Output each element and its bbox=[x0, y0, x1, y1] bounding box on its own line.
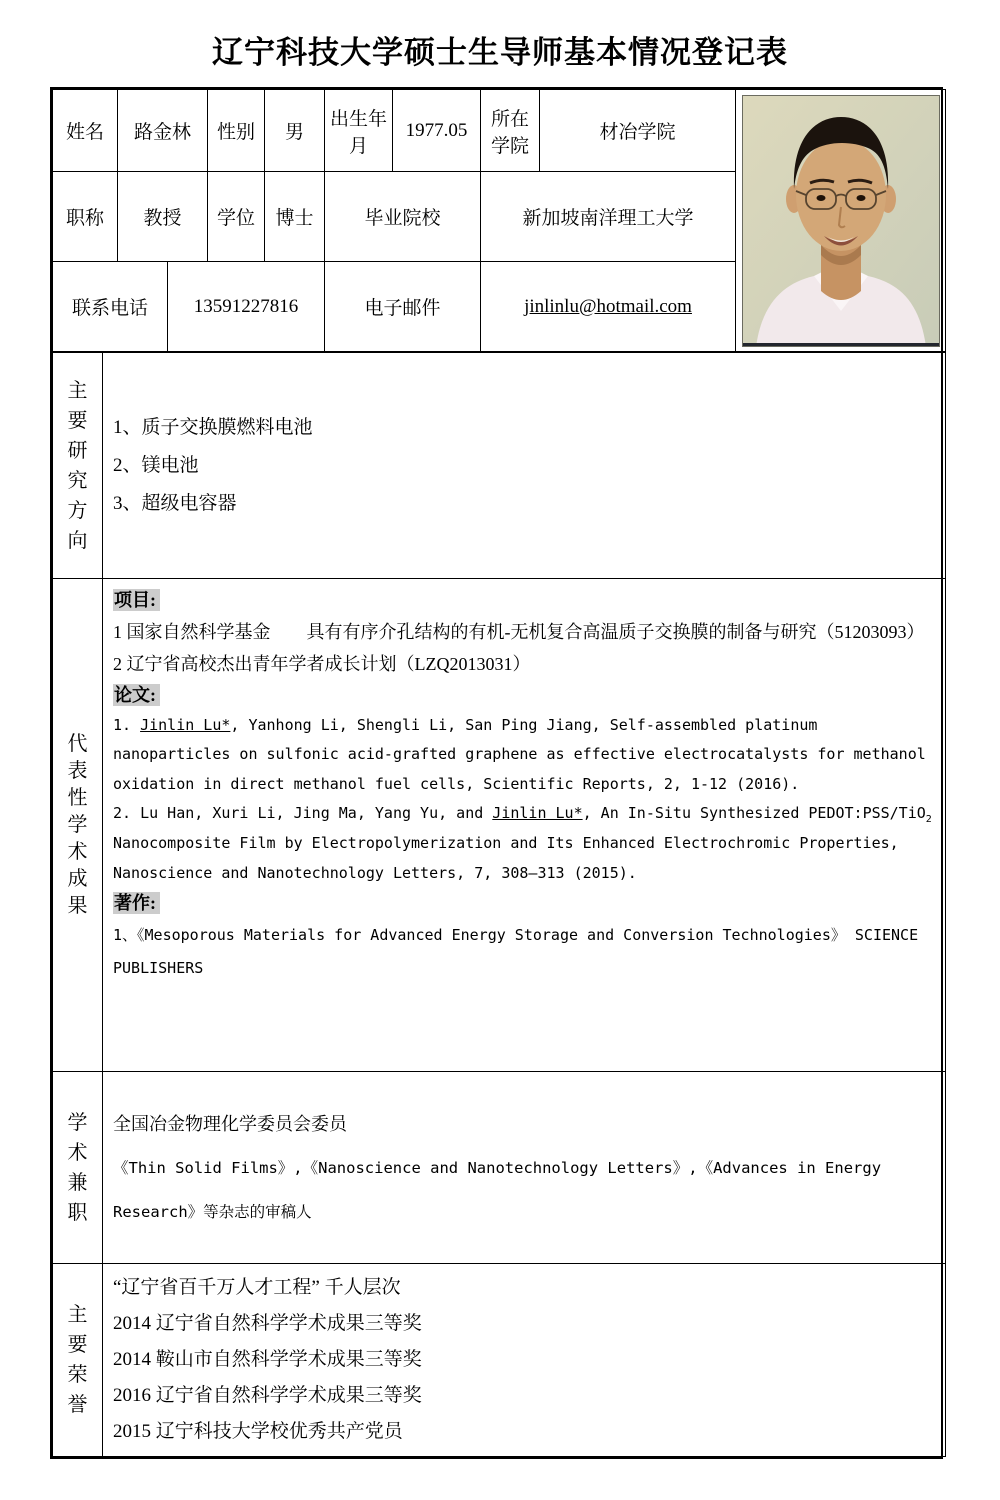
paper1-prefix: 1. bbox=[113, 716, 141, 734]
research-content bbox=[103, 353, 946, 579]
research-item: 1、质子交换膜燃料电池 bbox=[113, 416, 313, 438]
honor-item: 2014 鞍山市自然科学学术成果三等奖 bbox=[113, 1349, 422, 1370]
honor-item: “辽宁省百千万人才工程” 千人层次 bbox=[113, 1277, 401, 1298]
page-title: 辽宁科技大学硕士生导师基本情况登记表 bbox=[212, 35, 788, 70]
email-value bbox=[481, 262, 736, 352]
gender-label: 性别 bbox=[208, 90, 265, 172]
honor-item: 2014 辽宁省自然科学学术成果三等奖 bbox=[113, 1313, 422, 1334]
position-item: 《Thin Solid Films》,《Nanoscience and Nanotechnology Letters》,《Advances in Energy Research》等杂志的审稿人 bbox=[113, 1158, 882, 1221]
projects-heading-row bbox=[113, 585, 937, 616]
registration-form-table bbox=[50, 87, 943, 1459]
degree-label: 学位 bbox=[208, 172, 265, 262]
phone-value: 13591227816 bbox=[168, 262, 325, 352]
gender-value: 男 bbox=[265, 90, 325, 172]
projects-heading: 项目: bbox=[113, 589, 160, 611]
position-item: 全国冶金物理化学委员会委员 bbox=[113, 1113, 347, 1134]
positions-section-label-cell bbox=[53, 1072, 103, 1264]
birth-label: 出生年月 bbox=[325, 90, 393, 172]
jobtitle-label: 职称 bbox=[53, 172, 118, 262]
paper2-text-rest: Nanocomposite Film by Electropolymerization and Its Enhanced Electrochromic Properties, Nanoscience and Nanotechnology Letters, 7, 308–313 (2015). bbox=[113, 834, 899, 882]
project-item: 2 辽宁省高校杰出青年学者成长计划（LZQ2013031） bbox=[113, 654, 531, 674]
email-address: jinlinlu@hotmail.com bbox=[524, 295, 692, 317]
sections-table bbox=[52, 352, 946, 1457]
paper1-underlined-author: Jinlin Lu* bbox=[140, 716, 231, 734]
research-item: 2、镁电池 bbox=[113, 454, 199, 476]
school-value: 新加坡南洋理工大学 bbox=[481, 172, 736, 262]
basic-info-table bbox=[52, 89, 946, 352]
paper-item-1 bbox=[113, 711, 937, 799]
paper2-subscript: 2 bbox=[925, 813, 932, 825]
name-label: 姓名 bbox=[53, 90, 118, 172]
books-heading: 著作: bbox=[113, 892, 160, 914]
book-item: 1、《Mesoporous Materials for Advanced Energy Storage and Conversion Technologies》 SCIENCE PUBLISHERS bbox=[113, 925, 919, 977]
achievements-section-label: 代表性学术成果 bbox=[67, 732, 88, 917]
phone-label: 联系电话 bbox=[53, 262, 168, 352]
research-section-label: 主要研究方向 bbox=[67, 379, 88, 552]
honors-section-label: 主要荣誉 bbox=[67, 1304, 88, 1416]
positions-content bbox=[103, 1072, 946, 1264]
honors-section-label-cell bbox=[53, 1264, 103, 1457]
email-label: 电子邮件 bbox=[325, 262, 481, 352]
college-value: 材冶学院 bbox=[540, 90, 736, 172]
jobtitle-value: 教授 bbox=[118, 172, 208, 262]
achievements-content bbox=[103, 579, 946, 1072]
papers-heading-row bbox=[113, 680, 937, 711]
paper2-prefix: 2. Lu Han, Xuri Li, Jing Ma, Yang Yu, and bbox=[113, 803, 493, 822]
college-label: 所在学院 bbox=[481, 90, 540, 172]
honor-item: 2015 辽宁科技大学校优秀共产党员 bbox=[113, 1421, 403, 1442]
paper-item-2 bbox=[113, 799, 937, 888]
papers-heading: 论文: bbox=[113, 684, 160, 706]
honor-item: 2016 辽宁省自然科学学术成果三等奖 bbox=[113, 1385, 422, 1406]
degree-value: 博士 bbox=[265, 172, 325, 262]
school-label: 毕业院校 bbox=[325, 172, 481, 262]
honors-content bbox=[103, 1264, 946, 1457]
research-section-label-cell bbox=[53, 353, 103, 579]
paper2-underlined-author: Jinlin Lu* bbox=[492, 803, 583, 822]
name-value: 路金林 bbox=[118, 90, 208, 172]
birth-value: 1977.05 bbox=[393, 90, 481, 172]
photo-cell bbox=[736, 90, 946, 352]
paper2-text: , An In-Situ Synthesized PEDOT:PSS/TiO bbox=[582, 803, 926, 822]
books-heading-row bbox=[113, 888, 937, 919]
positions-section-label: 学术兼职 bbox=[67, 1111, 88, 1224]
project-item: 1 国家自然科学基金 具有有序介孔结构的有机-无机复合高温质子交换膜的制备与研究（51203093） bbox=[113, 622, 925, 642]
paper1-text: , Yanhong Li, Shengli Li, San Ping Jiang, Self-assembled platinum nanoparticles on sulfonic acid-grafted graphene as effective electrocatalysts for methanol oxidation in direct methanol fuel cells, Scientific Reports, 2, 1-12 (2016). bbox=[113, 716, 926, 793]
achievements-section-label-cell bbox=[53, 579, 103, 1072]
research-item: 3、超级电容器 bbox=[113, 492, 237, 514]
portrait-photo bbox=[742, 95, 940, 347]
